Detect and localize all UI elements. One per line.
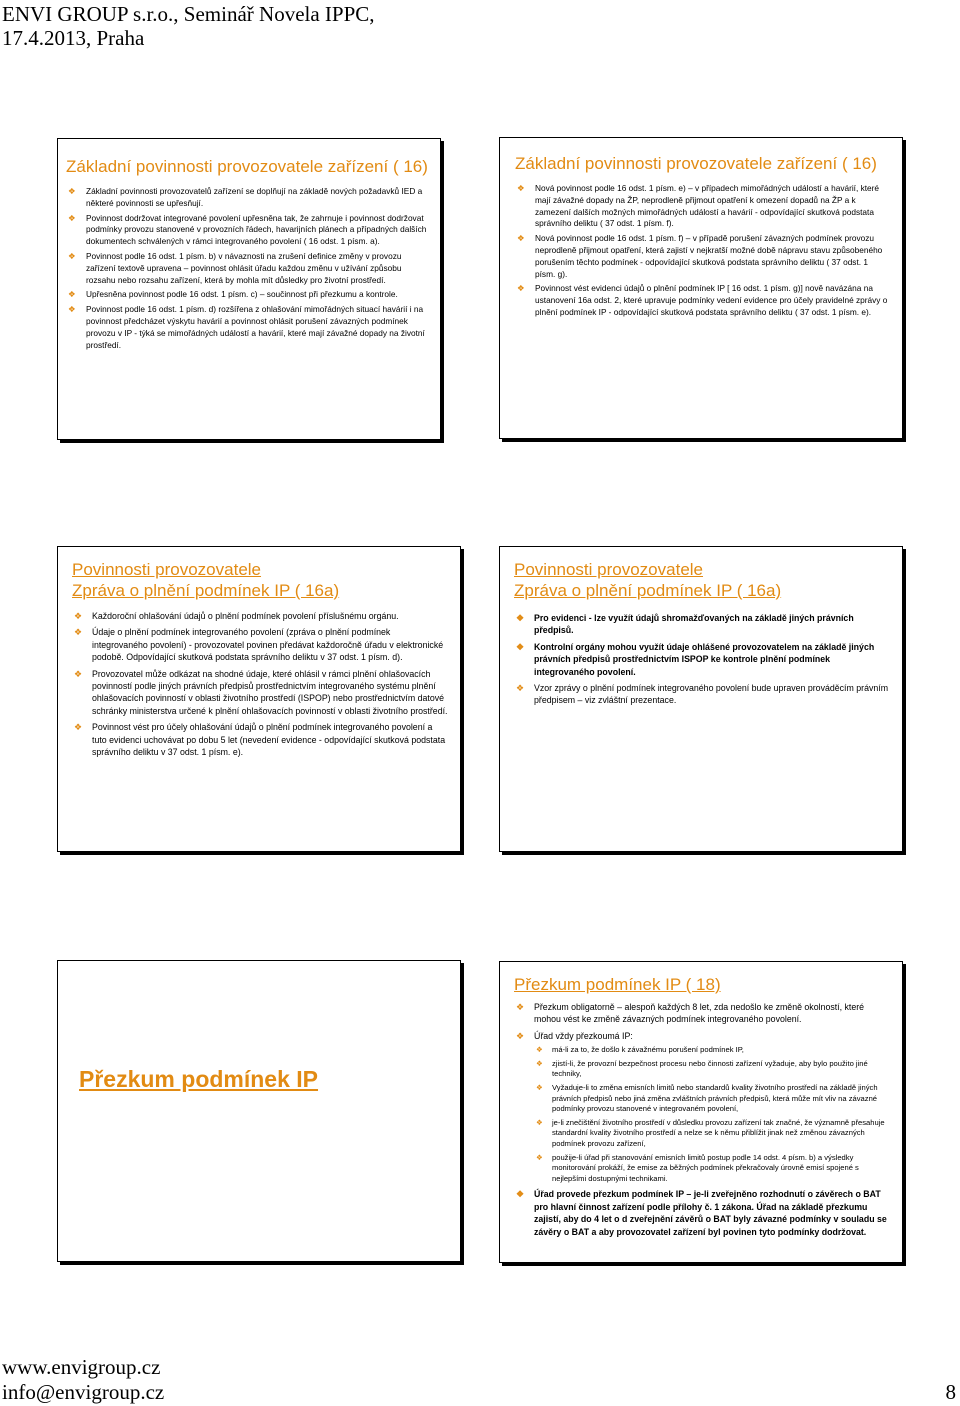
sub-list-item: ❖ použije-li úřad při stanovování emisních limitů postup podle 14 odst. 4 písm. b) a výsledky monitorování prokáží, že emise za běžných podmínek překračovaly úrovně emisí spojené s nejlepšími dostupnými technikami.	[536, 1152, 859, 1183]
diamond-bullet-icon: ❖	[516, 1030, 524, 1041]
diamond-bullet-icon: ❖	[536, 1058, 543, 1068]
list-item: ❖ Kontrolní orgány mohou využít údaje ohlášené provozovatelem na základě jiných právních předpisů prostřednictvím ISPOP ke kontrole plnění podmínek integrovaného povolení.	[516, 641, 875, 677]
diamond-bullet-icon: ❖	[517, 233, 525, 244]
diamond-bullet-icon: ❖	[68, 250, 76, 261]
list-item: ❖ Povinnost podle 16 odst. 1 písm. d) rozšířena z ohlašování mimořádných situací havárií i na povinnost předcházet výskytu havárií a povinnost ohlásit porušení závazných podmínek provozu v IP - týká se mimořádných událostí a havárií, které mají závažné dopady na životní prostředí.	[68, 304, 425, 350]
list-item: ❖ Každoroční ohlašování údajů o plnění podmínek povolení příslušnému orgánu.	[74, 611, 399, 621]
list-item: ❖ Upřesněna povinnost podle 16 odst. 1 písm. c) – součinnost při přezkumu a kontrole.	[68, 289, 398, 300]
list-item: ❖ Nová povinnost podle 16 odst. 1 písm. f) – v případě porušení závazných podmínek provozu neprodleně přijmout opatření, která zajistí v nejkratší možné době nápravu stavu způsobeného porušením těchto podmínek - odpovídající skutková podstata správního deliktu ( 37 odst. 1 písm. g).	[517, 233, 883, 279]
slide-title: Povinnosti provozovatele	[72, 560, 262, 579]
list-item: ❖ Pro evidenci - lze využít údajů shromažďovaných na základě jiných právních předpisů.	[516, 613, 854, 636]
slide-review-conditions	[499, 961, 903, 1263]
slide-basic-obligations-2	[499, 137, 903, 439]
list-item: ❖ Provozovatel může odkázat na shodné údaje, které ohlásil v rámci plnění ohlašovacích povinností podle jiných právních předpisů prostřednictvím integrovaného systému plnění ohlašovacích povinností v oblasti životního prostředí (ISPOP) nebo prostřednictvím datové schránky ministerstva určené k plnění ohlašovacích povinností v oblasti životního prostředí.	[74, 668, 448, 716]
list-item: ❖ Vzor zprávy o plnění podmínek integrovaného povolení bude upraven prováděcím právním předpisem – viz zvláštní prezentace.	[516, 683, 889, 706]
sub-bullet-list	[534, 1045, 890, 1184]
list-item: ❖ Povinnost vést evidenci údajů o plnění podmínek IP [ 16 odst. 1 písm. g)] nově navázána na ustanovení 16a odst. 2, které upravuje podmínky vedení evidence pro účely pravidelné zprávy o plnění podmínek IP - odpovídající skutková podstata správního deliktu ( 37 odst. 1 písm. e).	[517, 283, 888, 317]
list-item: ❖ Povinnost dodržovat integrované povolení upřesněna tak, že zahrnuje i povinnost dodržovat podmínky provozu stanovené v provozních řádech, havarijních plánech a případných dalších dokumentech schválených v rámci integrovaného povolení ( 16 odst. 1 písm. a).	[68, 212, 427, 247]
diamond-bullet-icon: ❖	[74, 627, 82, 638]
list-item: ❖ Údaje o plnění podmínek integrovaného povolení (zpráva o plnění podmínek integrovaného povolení) - provozovatel povinen předávat každoročně úřadu v elektronické podobě. Odpovídající skutková podstata správního deliktu v 37 odst. 1 písm. d).	[74, 627, 444, 663]
bullet-list	[514, 612, 890, 707]
slide-title: Základní povinnosti provozovatele zařízení ( 16)	[515, 154, 877, 173]
diamond-bullet-icon: ❖	[536, 1117, 543, 1127]
slide-title: Přezkum podmínek IP ( 18)	[514, 975, 721, 994]
diamond-bullet-icon: ❖	[68, 186, 76, 196]
diamond-bullet-icon: ❖	[536, 1045, 543, 1055]
diamond-bullet-icon: ❖	[74, 668, 82, 679]
slide-ip-report-2	[499, 546, 903, 852]
list-item: ❖ Úřad vždy přezkoumá IP: ❖ má-li za to, že došlo k závažnému porušení podmínek IP, ❖ zjistí-li, že provozní bezpečnost procesu nebo činnosti zařízení vyžaduje, aby bylo použito jiné techniky, ❖ Vyžaduje-li to změna emisních limitů nebo standardů kvality životního prostředí na základě jiných právních předpisů nebo jiná změna zvláštních právních předpisů, která může mít vliv na závazné podmínky provozu stanovené v integrovaném povolení, ❖ je-li znečištění životního prostředí v důsledku provozu zařízení tak značné, že významně přesahuje standardní kvality životního prostředí a nelze se k němu přiblížit jinak než změnou závazných podmínek provozu zařízení, ❖ použije-li úřad při stanovování emisních limitů postup podle 14 odst. 4 písm. b) a výsledky monitorování prokáží, že emise za běžných podmínek překračovaly úrovně emisí spojené s nejlepšími dostupnými technikami.	[514, 1030, 890, 1185]
document-header-date: 17.4.2013, Praha	[2, 26, 145, 50]
diamond-bullet-icon: ❖	[516, 1189, 524, 1200]
diamond-bullet-icon: ❖	[536, 1083, 543, 1092]
slide-review-title	[57, 960, 461, 1262]
diamond-bullet-icon: ❖	[517, 183, 525, 193]
document-header-title: ENVI GROUP s.r.o., Seminář Novela IPPC,	[2, 2, 375, 26]
list-item: ❖ Povinnost vést pro účely ohlašování údajů o plnění podmínek integrovaného povolení a tuto evidenci uchovávat po dobu 5 let (nevedení evidence - odpovídající skutková podstata správního deliktu v 37 odst. 1 písm. e).	[74, 722, 446, 758]
diamond-bullet-icon: ❖	[536, 1152, 543, 1162]
diamond-bullet-icon: ❖	[516, 683, 524, 694]
diamond-bullet-icon: ❖	[68, 304, 76, 315]
slide-ip-report-1	[57, 546, 461, 852]
diamond-bullet-icon: ❖	[68, 212, 76, 223]
page-number: 8	[945, 1380, 956, 1404]
bullet-list	[514, 1001, 890, 1238]
slide-title: Povinnosti provozovatele	[514, 560, 704, 579]
list-item: ❖ Základní povinnosti provozovatelů zařízení se doplňují na základě nových požadavků IED a některé povinnosti se upřesňují.	[68, 186, 423, 208]
list-item: ❖ Povinnost podle 16 odst. 1 písm. b) v návaznosti na zrušení definice změny v provozu zařízení textově upravena – povinnost ohlásit úřadu každou změnu v užívání způsobu rozsahu nebo rozsahu zařízení, která by mohla mít důsledky pro životní prostředí.	[68, 250, 402, 285]
bullet-list	[515, 183, 888, 319]
diamond-bullet-icon: ❖	[68, 289, 76, 300]
diamond-bullet-icon: ❖	[516, 613, 524, 623]
sub-list-item: ❖ má-li za to, že došlo k závažnému porušení podmínek IP,	[536, 1045, 744, 1055]
slide-title: Přezkum podmínek IP	[79, 1066, 319, 1092]
diamond-bullet-icon: ❖	[516, 1002, 524, 1012]
sub-list-item: ❖ zjistí-li, že provozní bezpečnost procesu nebo činnosti zařízení vyžaduje, aby bylo použito jiné techniky,	[536, 1058, 868, 1079]
sub-list-item: ❖ je-li znečištění životního prostředí v důsledku provozu zařízení tak značné, že významně přesahuje standardní kvality životního prostředí a nelze se k němu přiblížit jinak než změnou závazných podmínek provozu zařízení,	[536, 1117, 885, 1148]
diamond-bullet-icon: ❖	[74, 611, 82, 621]
footer-email: info@envigroup.cz	[2, 1380, 165, 1404]
diamond-bullet-icon: ❖	[74, 722, 82, 733]
bullet-list	[72, 610, 448, 758]
list-item: ❖ Úřad provede přezkum podmínek IP – je-li zveřejněno rozhodnutí o závěrech o BAT pro hlavní činnost zařízení podle přílohy č. 1 zákona. Úřad na základě přezkumu zajistí, aby do 4 let o d zveřejnění závěrů o BAT byly závazné podmínky v souladu se závěry o BAT a aby provozovatel zařízení byl povinen tyto podmínky dodržovat.	[516, 1189, 887, 1237]
footer-website: www.envigroup.cz	[2, 1355, 161, 1379]
slide-title: Základní povinnosti provozovatele zařízení ( 16)	[66, 157, 428, 176]
slide-subtitle: Zpráva o plnění podmínek IP ( 16a)	[514, 581, 782, 600]
slide-basic-obligations-1	[57, 138, 441, 440]
bullet-list	[66, 186, 430, 351]
list-item: ❖ Přezkum obligatorně – alespoň každých 8 let, zda nedošlo ke změně okolností, které mohou vést ke změně závazných podmínek integrovaného povolení.	[516, 1002, 865, 1025]
diamond-bullet-icon: ❖	[516, 641, 524, 652]
diamond-bullet-icon: ❖	[517, 283, 525, 294]
slide-subtitle: Zpráva o plnění podmínek IP ( 16a)	[72, 581, 340, 600]
list-item: ❖ Nová povinnost podle 16 odst. 1 písm. e) – v případech mimořádných událostí a havárií, které mají závažné dopady na ŽP, neprodleně přijmout opatření k omezení dopadů na ŽP a k zamezení dalších možných mimořádných událostí a havárií - odpovídající skutková podstata správního deliktu ( 37 odst. 1 písm. f).	[517, 183, 880, 229]
sub-list-item: ❖ Vyžaduje-li to změna emisních limitů nebo standardů kvality životního prostředí na základě jiných právních předpisů nebo jiná změna zvláštních právních předpisů, která může mít vliv na závazné podmínky provozu stanovené v integrovaném povolení,	[536, 1083, 878, 1114]
